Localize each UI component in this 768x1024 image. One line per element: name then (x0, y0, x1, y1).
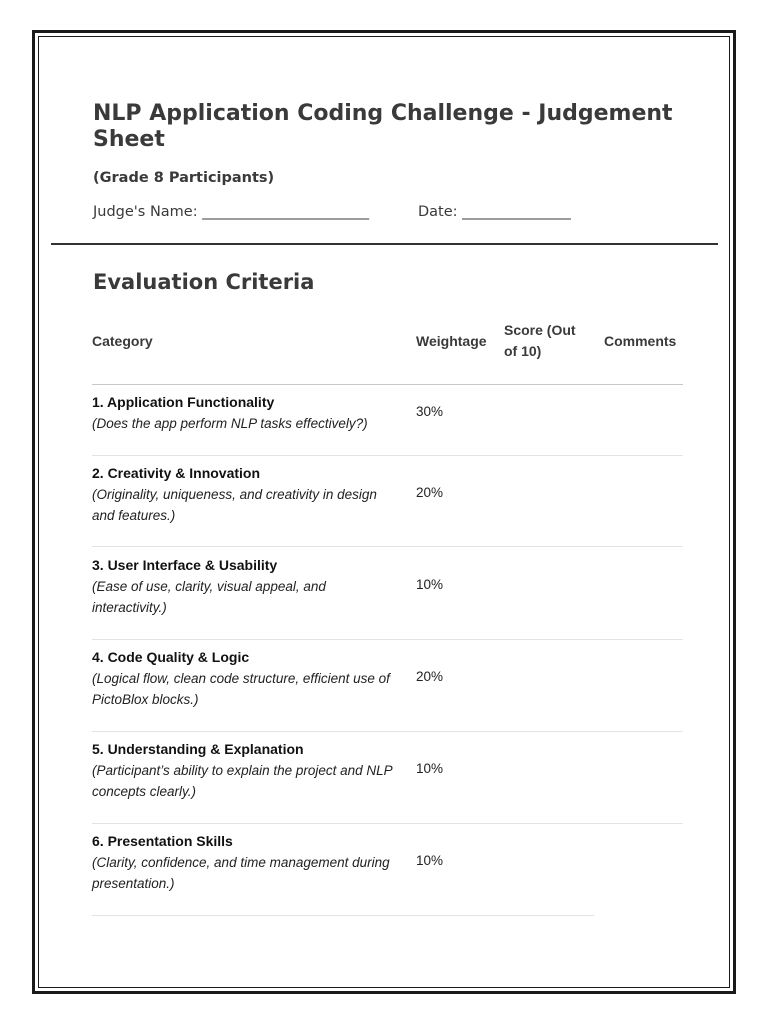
criterion-title: 2. Creativity & Innovation (92, 465, 261, 481)
criterion-description: (Clarity, confidence, and time management during presentation.) (92, 855, 390, 891)
criterion-description: (Logical flow, clean code structure, efficient use of PictoBlox blocks.) (92, 671, 390, 707)
criterion-description: (Does the app perform NLP tasks effectively?) (92, 416, 368, 431)
criterion-weightage: 10% (416, 577, 444, 592)
row-rule (92, 731, 683, 732)
document-subtitle: (Grade 8 Participants) (93, 170, 275, 186)
criterion-title: 5. Understanding & Explanation (92, 741, 304, 757)
criterion-description: (Originality, uniqueness, and creativity in design and features.) (92, 487, 377, 523)
date-field: Date: _______________ (418, 204, 571, 220)
criterion-title: 3. User Interface & Usability (92, 557, 278, 573)
row-rule (92, 639, 683, 640)
document-title: NLP Application Coding Challenge - Judgement Sheet (93, 101, 673, 152)
criterion-title: 4. Code Quality & Logic (92, 649, 250, 665)
criterion-description: (Participant’s ability to explain the project and NLP concepts clearly.) (92, 763, 393, 799)
section-heading: Evaluation Criteria (93, 270, 315, 294)
row-rule (92, 915, 594, 916)
row-rule (92, 455, 683, 456)
row-rule (92, 546, 683, 547)
criterion-weightage: 20% (416, 485, 444, 500)
criterion-weightage: 20% (416, 669, 444, 684)
judge-name-field: Judge's Name: _______________________ (93, 204, 369, 220)
criterion-weightage: 30% (416, 404, 444, 419)
column-header-category: Category (92, 333, 153, 349)
row-rule (92, 823, 683, 824)
criterion-description: (Ease of use, clarity, visual appeal, and interactivity.) (92, 579, 326, 615)
column-header-weightage: Weightage (416, 333, 487, 349)
section-divider (51, 243, 718, 245)
header-rule (92, 384, 683, 385)
criterion-weightage: 10% (416, 761, 444, 776)
column-header-comments: Comments (604, 333, 677, 349)
criterion-title: 1. Application Functionality (92, 394, 275, 410)
criterion-weightage: 10% (416, 853, 444, 868)
criterion-title: 6. Presentation Skills (92, 833, 233, 849)
column-header-score: Score (Out of 10) (504, 322, 576, 359)
